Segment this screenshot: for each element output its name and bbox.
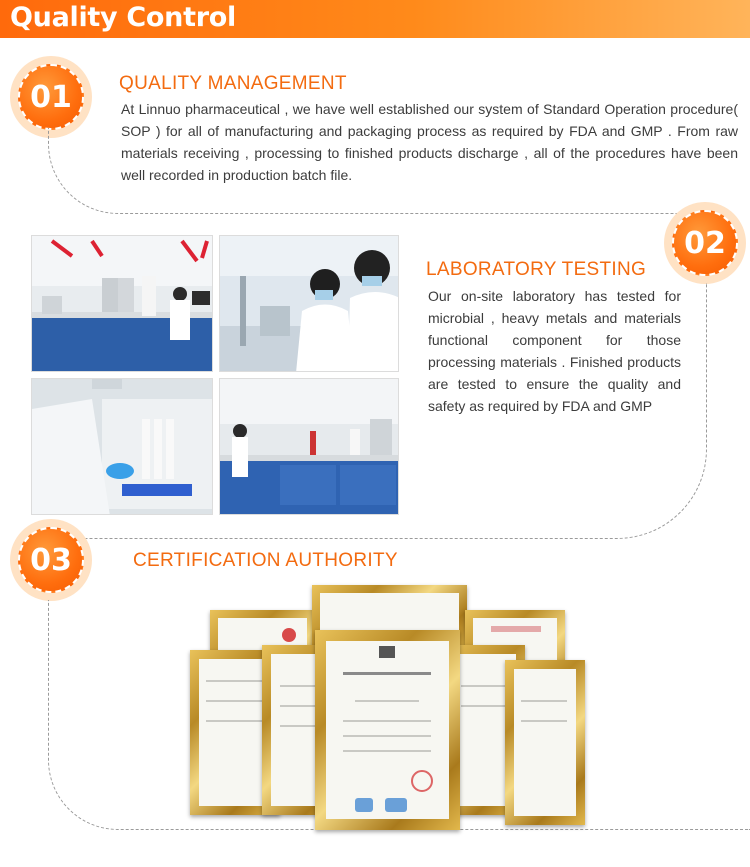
page-title: Quality Control: [10, 2, 236, 33]
dashed-connector: [48, 283, 707, 539]
section-number-01: 01: [18, 64, 84, 130]
section-number-badge-03: [10, 519, 92, 601]
section-number-badge-01: [10, 56, 92, 138]
certificate-frame-main: [315, 630, 460, 830]
section-title-quality-management: QUALITY MANAGEMENT: [119, 73, 347, 94]
section-number-03: 03: [18, 527, 84, 593]
section-number-02: 02: [672, 210, 738, 276]
section-body-laboratory-testing: Our on-site laboratory has tested for microbial , heavy metals and materials functional component for those processing materials . Finished products are tested to ensure the quality and safety as required by FDA and GMP: [428, 288, 681, 414]
certificate-frame: [505, 660, 585, 825]
dashed-connector: [48, 128, 688, 214]
certificates-group: [190, 585, 590, 835]
header-bar: [0, 0, 750, 38]
section-title-laboratory-testing: LABORATORY TESTING: [426, 259, 647, 280]
section-number-badge-02: [664, 202, 746, 284]
section-body-quality-management: At Linnuo pharmaceutical , we have well established our system of Standard Operation procedure( SOP ) for all of manufacturing and packaging process as required by FDA and GMP . From raw materials receiving , processing to finished products discharge , all of the procedures have been well recorded in production batch file.: [121, 101, 738, 183]
section-title-certification-authority: CERTIFICATION AUTHORITY: [133, 550, 398, 571]
